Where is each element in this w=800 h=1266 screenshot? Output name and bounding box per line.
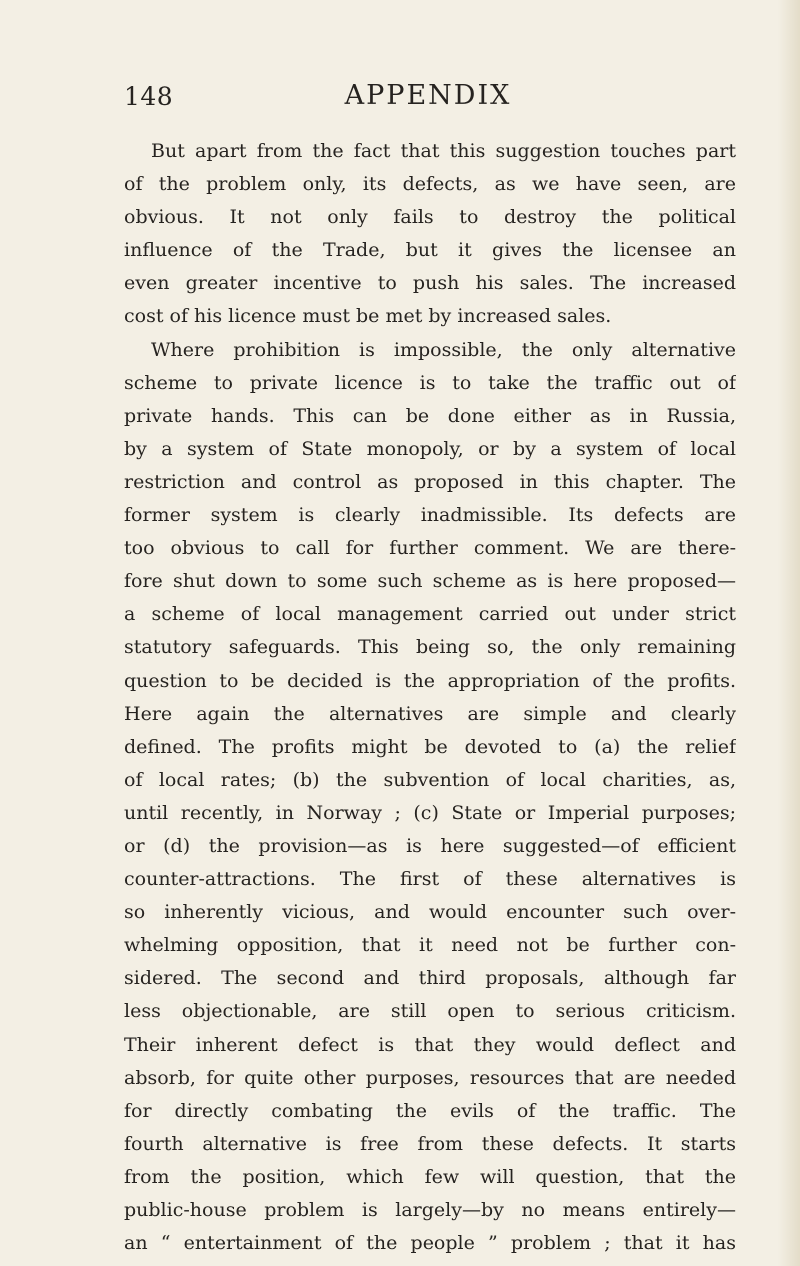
text-line: even greater incentive to push his sales. The increased [124, 272, 736, 295]
text-line: of local rates; (b) the subvention of local charities, as, [124, 768, 736, 791]
text-line: Their inherent defect is that they would deflect and [124, 1033, 736, 1056]
text-line: statutory safeguards. This being so, the only remaining [124, 636, 736, 659]
text-line: less objectionable, are still open to serious criticism. [124, 1000, 736, 1023]
text-line: private hands. This can be done either as in Russia, [124, 404, 736, 427]
page-number: 148 [124, 82, 174, 111]
text-line: until recently, in Norway ; (c) State or Imperial purposes; [124, 801, 736, 824]
text-line: an “ entertainment of the people ” problem ; that it has [124, 1232, 736, 1255]
page-header [118, 78, 738, 114]
text-line: But apart from the fact that this suggestion touches part [151, 140, 736, 162]
text-line: sidered. The second and third proposals, although far [124, 967, 736, 990]
text-line: fourth alternative is free from these defects. It starts [124, 1132, 736, 1155]
text-line: Where prohibition is impossible, the only alternative [151, 338, 736, 361]
text-line: absorb, for quite other purposes, resources that are needed [124, 1066, 736, 1089]
text-line: Here again the alternatives are simple and clearly [124, 702, 736, 725]
text-line: too obvious to call for further comment. We are there- [124, 537, 736, 560]
running-head: APPENDIX [344, 80, 512, 111]
text-line: fore shut down to some such scheme as is here proposed— [124, 570, 736, 593]
text-line: public-house problem is largely—by no means entirely— [124, 1199, 736, 1221]
text-line: influence of the Trade, but it gives the licensee an [124, 239, 736, 262]
text-line: a scheme of local management carried out under strict [124, 603, 736, 626]
text-line: or (d) the provision—as is here suggested—of efficient [124, 834, 736, 857]
text-line: whelming opposition, that it need not be further con- [124, 934, 736, 957]
text-line: counter-attractions. The first of these alternatives is [124, 868, 736, 891]
text-line: for directly combating the evils of the traffic. The [124, 1099, 736, 1122]
text-line: restriction and control as proposed in this chapter. The [124, 470, 736, 493]
text-line: question to be decided is the appropriation of the profits. [124, 669, 736, 692]
page-edge-shadow [778, 0, 800, 1266]
text-line: former system is clearly inadmissible. Its defects are [124, 504, 736, 527]
text-line: by a system of State monopoly, or by a system of local [124, 437, 736, 460]
text-line: obvious. It not only fails to destroy the political [124, 206, 736, 229]
text-line: of the problem only, its defects, as we have seen, are [124, 173, 736, 196]
text-line: scheme to private licence is to take the traffic out of [124, 371, 736, 394]
body-text [124, 135, 736, 1260]
text-line: so inherently vicious, and would encounter such over- [124, 901, 736, 924]
text-line: cost of his licence must be met by increased sales. [124, 305, 612, 328]
text-line: defined. The profits might be devoted to (a) the relief [124, 735, 736, 758]
text-line: from the position, which few will question, that the [124, 1165, 736, 1188]
